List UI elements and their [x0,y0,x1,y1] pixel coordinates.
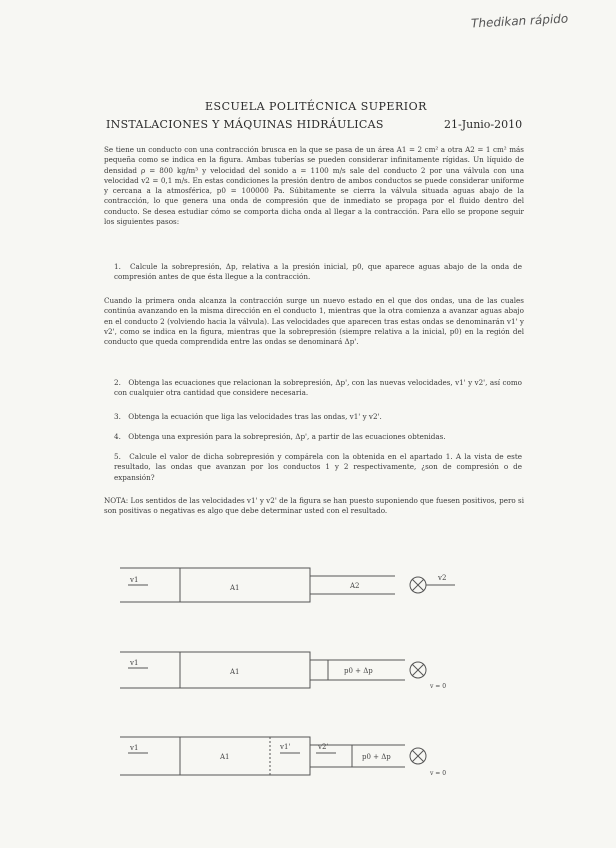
question-5 [114,452,522,483]
question-text: Obtenga la ecuación que liga las velocidades tras las ondas, v1' y v2'. [128,412,382,421]
question-2 [114,378,522,399]
intro-paragraph: Se tiene un conducto con una contracción brusca en la que se pasa de un área A1 = 2 cm² a otra A2 = 1 cm² más pequeña como se indica en la figura. Ambas tuberías se pueden considerar infinitamente rígidas. Un líquido de densidad ρ = 800 kg/m³ y velocidad del sonido a = 1100 m/s sale del conducto 2 por una válvula con una velocidad v2 = 0,1 m/s. En estas condiciones la presión dentro de ambos conductos se puede considerar uniforme y cercana a la atmosférica, p0 = 100000 Pa. Súbitamente se cierra la válvula situada aguas abajo de la contracción, lo que genera una onda de compresión que de inmediato se propaga por el fluido dentro del conducto. Se desea estudiar cómo se comporta dicha onda al llegar a la contracción. Para ello se propone seguir los siguientes pasos: [104,145,524,227]
fig2-box-label: p0 + Δp [344,667,373,675]
handwritten-note: Thedikan rápido [470,11,569,31]
fig3-v1p-label: v1' [280,743,291,751]
fig3-v0-label: v = 0 [430,770,447,777]
question-text: Obtenga una expresión para la sobrepresión, Δp', a partir de las ecuaciones obtenidas. [128,432,446,441]
middle-paragraph: Cuando la primera onda alcanza la contracción surge un nuevo estado en el que dos ondas, una de las cuales continúa avanzando en la misma dirección en el conducto 1, mientras que la otra comienza a avanzar aguas abajo en el conducto 2 (volviendo hacia la válvula). Las velocidades que aparecen tras estas ondas se denominarán v1' y v2', como se indica en la figura, mientras que la sobrepresión (siempre relativa a la inicial, p0) en la región del conducto que queda comprendida entre las ondas se denominará Δp'. [104,296,524,347]
exam-date: 21-Junio-2010 [444,118,523,131]
question-text: Calcule el valor de dicha sobrepresión y compárela con la obtenida en el apartado 1. A la vista de este resultado, las ondas que avanzan por los conductos 1 y 2 respectivamente, ¿son de compresión o de expansión? [114,452,522,482]
figure-3 [120,725,460,787]
fig2-v1-label: v1 [130,659,139,667]
question-1 [114,262,522,283]
note-paragraph: NOTA: Los sentidos de las velocidades v1' y v2' de la figura se han puesto suponiendo que fuesen positivos, pero si son positivas o negativas es algo que debe determinar usted con el resultado. [104,496,524,516]
fig1-a1-label: A1 [230,584,240,592]
course-title: INSTALACIONES Y MÁQUINAS HIDRÁULICAS [106,118,384,131]
fig1-v1-label: v1 [130,576,139,584]
fig3-box-label: p0 + Δp [362,753,391,761]
school-title: ESCUELA POLITÉCNICA SUPERIOR [205,100,427,113]
question-number: 5. [114,452,121,461]
question-number: 1. [114,262,121,271]
question-number: 2. [114,378,121,387]
question-text: Obtenga las ecuaciones que relacionan la sobrepresión, Δp', con las nuevas velocidades, v1' y v2', así como con cualquier otra cantidad que considere necesaria. [114,378,522,398]
figure-2 [120,642,460,700]
question-4 [114,432,522,442]
figure-1 [120,560,460,610]
fig3-a1-label: A1 [220,753,230,761]
question-number: 3. [114,412,121,421]
question-text: Calcule la sobrepresión, Δp, relativa a la presión inicial, p0, que aparece aguas abajo de la onda de compresión antes de que ésta llegue a la contracción. [114,262,522,282]
question-number: 4. [114,432,121,441]
fig3-v1-label: v1 [130,744,139,752]
fig1-a2-label: A2 [350,582,360,590]
question-3 [114,412,522,422]
fig2-a1-label: A1 [230,668,240,676]
fig2-v0-label: v = 0 [430,683,447,690]
fig1-v2-label: v2 [438,574,447,582]
fig3-v2p-label: v2' [318,743,329,751]
